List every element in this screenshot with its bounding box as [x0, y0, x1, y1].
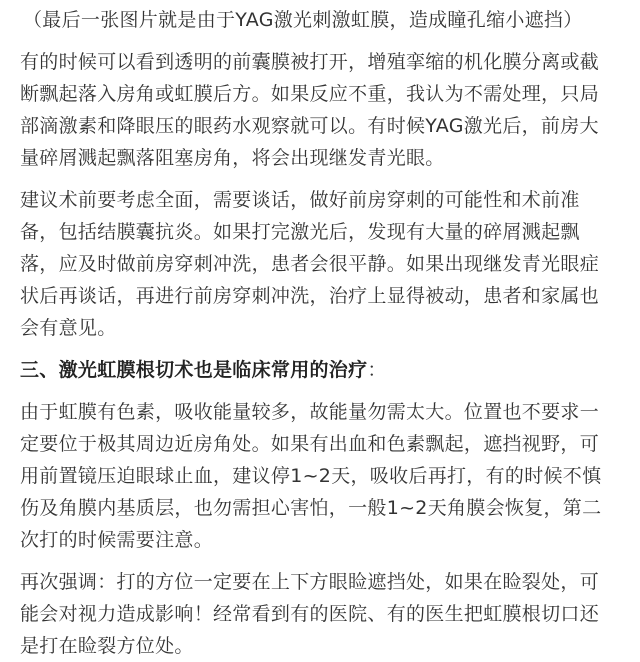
- paragraph-line: 部滴激素和降眼压的眼药水观察就可以。有时候YAG激光后，前房大: [20, 115, 599, 137]
- paragraph-line: 备，包括结膜囊抗炎。如果打完激光后，发现有大量的碎屑溅起飘: [20, 221, 580, 243]
- section-heading-text: 三、激光虹膜根切术也是临床常用的治疗: [20, 359, 368, 381]
- paragraph-gap: [20, 36, 632, 46]
- paragraph-line: 再次强调：打的方位一定要在上下方眼睑遮挡处，如果在睑裂处，可: [20, 571, 600, 593]
- paragraph-line: 用前置镜压迫眼球止血，建议停1~2天，吸收后再打，有的时候不慎: [20, 465, 602, 487]
- section-heading: [20, 354, 632, 386]
- paragraph-gap: [20, 344, 632, 354]
- paragraph-line: 量碎屑溅起飘落阻塞房角，将会出现继发青光眼。: [20, 147, 445, 169]
- paragraph-gap: [20, 556, 632, 566]
- paragraph-line: 次打的时候需要注意。: [20, 529, 214, 551]
- section-heading-colon: ：: [367, 359, 387, 381]
- paragraph-iridotomy-energy: [20, 396, 632, 556]
- paragraph-emphasis: [20, 566, 632, 662]
- paragraph-line: 建议术前要考虑全面，需要谈话，做好前房穿刺的可能性和术前准: [20, 189, 580, 211]
- paragraph-line: 定要位于极其周边近房角处。如果有出血和色素飘起，遮挡视野，可: [20, 433, 600, 455]
- paragraph-gap: [20, 174, 632, 184]
- paragraph-line: 由于虹膜有色素，吸收能量较多，故能量勿需太大。位置也不要求一: [20, 401, 600, 423]
- paragraph-line: 会有意见。: [20, 317, 117, 339]
- paragraph-line: 断飘起落入房角或虹膜后方。如果反应不重，我认为不需处理，只局: [20, 83, 600, 105]
- paragraph-line: 是打在睑裂方位处。: [20, 635, 194, 657]
- paragraph-line: 能会对视力造成影响！经常看到有的医院、有的医生把虹膜根切口还: [20, 603, 600, 625]
- paragraph-line: 有的时候可以看到透明的前囊膜被打开，增殖挛缩的机化膜分离或截: [20, 51, 600, 73]
- paragraph-line: 伤及角膜内基质层，也勿需担心害怕，一般1~2天角膜会恢复，第二: [20, 497, 602, 519]
- paragraph-yag-complications: [20, 46, 632, 174]
- paragraph-line: 状后再谈话，再进行前房穿刺冲洗，治疗上显得被动，患者和家属也: [20, 285, 600, 307]
- paragraph-gap: [20, 386, 632, 396]
- paragraph-preop-advice: [20, 184, 632, 344]
- image-caption: （最后一张图片就是由于YAG激光刺激虹膜，造成瞳孔缩小遮挡）: [23, 9, 583, 31]
- paragraph-line: 落，应及时做前房穿刺冲洗，患者会很平静。如果出现继发青光眼症: [20, 253, 600, 275]
